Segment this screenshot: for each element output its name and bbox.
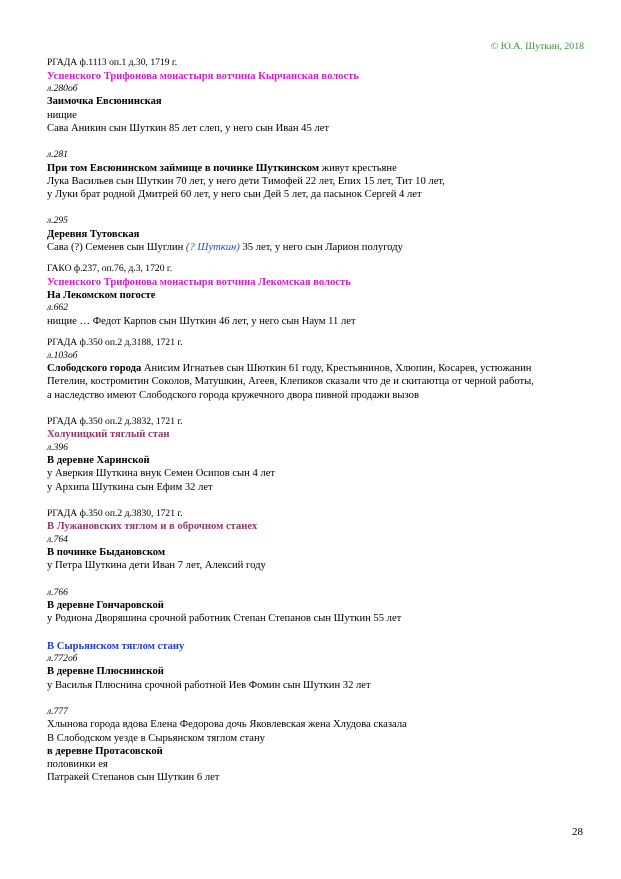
folio-reference: л.396 — [47, 441, 68, 453]
folio-reference: л.766 — [47, 586, 68, 598]
place-name: На Лекомском погосте — [47, 290, 156, 301]
record-line: Петелин, костромитин Соколов, Матушкин, Агеев, Клепиков сказали что де и скитаютца от черной работы, — [47, 376, 534, 388]
place-name: В деревне Харинской — [47, 455, 150, 467]
folio-reference: л.281 — [47, 149, 68, 160]
record-line: у Петра Шуткина дети Иван 7 лет, Алексий году — [47, 560, 266, 572]
section-heading: Успенского Трифонова монастыря вотчина Кырчанская волость — [47, 70, 359, 82]
place-name: В деревне Гончаровской — [47, 600, 164, 612]
section-heading: В Лужановских тяглом и в оброчном станех — [47, 521, 258, 533]
record-line: нищие — [47, 109, 77, 121]
record-line: у Василья Плюснина срочной работной Иев Фомин сын Шуткин 32 лет — [47, 679, 371, 691]
record-line — [47, 362, 595, 375]
record-line: у Аверкия Шуткина внук Семен Осипов сын 4 лет — [47, 468, 276, 480]
section-heading: Успенского Трифонова монастыря вотчина Лекомская волость — [47, 276, 351, 288]
place-name: При том Евсюнинском займище в починке Шуткинском — [47, 162, 320, 174]
folio-reference: л.280об — [47, 82, 78, 94]
record-text: 35 лет, у него сын Ларион полугоду — [239, 242, 403, 253]
record-line: Лука Васильев сын Шуткин 70 лет, у него дети Тимофей 22 лет, Епих 15 лет, Тит 10 лет, — [47, 175, 445, 187]
record-line: Патракей Степанов сын Шуткин 6 лет — [47, 772, 220, 784]
record-line: половинки ея — [47, 759, 108, 770]
place-name: В починке Быдановском — [47, 547, 166, 559]
place-name: в деревне Протасовской — [47, 745, 163, 757]
editor-note: (? Шуткин) — [185, 242, 240, 253]
place-name: В деревне Плюснинской — [47, 666, 164, 678]
record-line: Хлынова города вдова Елена Федорова дочь Яковлевская жена Хлудова сказала — [47, 719, 407, 731]
section-heading: Холуницкий тяглый стан — [47, 429, 170, 441]
folio-reference: л.764 — [47, 533, 68, 545]
record-line: нищие … Федот Карпов сын Шуткин 46 лет, у него сын Наум 11 лет — [47, 315, 356, 327]
archive-source: РГАДА ф.350 оп.2 д.3832, 1721 г. — [47, 415, 183, 427]
place-name: Заимочка Евсюнинская — [47, 96, 162, 108]
page-number: 28 — [572, 826, 583, 838]
record-line: у Родиона Дворяшина срочной работник Степан Степанов сын Шуткин 55 лет — [47, 613, 402, 625]
folio-reference: л.662 — [47, 302, 68, 314]
folio-reference: л.103об — [47, 349, 78, 361]
record-line: В Слободском уезде в Сырьянском тяглом стану — [47, 732, 265, 744]
record-line: у Луки брат родной Дмитрей 60 лет, у него сын Дей 5 лет, да пасынок Сергей 4 лет — [47, 189, 422, 200]
archive-source: ГАКО ф.237, оп.76, д.3, 1720 г. — [47, 263, 173, 275]
folio-reference: л.772об — [47, 652, 78, 664]
record-text: Сава (?) Семенев сын Шуглин — [47, 242, 186, 253]
section-heading: В Сырьянском тяглом стану — [47, 640, 185, 652]
archive-source: РГАДА ф.1113 оп.1 д.30, 1719 г. — [47, 57, 178, 68]
record-line: а наследство имеют Слободского города кружечного двора пивной продажи вызов — [47, 389, 419, 401]
record-line: у Архипа Шуткина сын Ефим 32 лет — [47, 481, 213, 493]
copyright-notice: © Ю.А. Шуткин, 2018 — [490, 41, 584, 52]
record-text: Анисим Игнатьев сын Шюткин 61 году, Крестьянинов, Хлюпин, Косарев, устюжанин — [141, 363, 532, 375]
place-name: Слободского города — [47, 363, 142, 375]
place-name: Деревня Тутовская — [47, 228, 140, 240]
place-suffix: живут крестьяне — [319, 162, 397, 174]
document-body — [47, 57, 595, 784]
folio-reference: л.295 — [47, 215, 68, 227]
archive-source: РГАДА ф.350 оп.2 д.3188, 1721 г. — [47, 337, 183, 348]
record-line: Сава Аникин сын Шуткин 85 лет слеп, у него сын Иван 45 лет — [47, 122, 330, 134]
record-line — [47, 241, 595, 254]
place-line — [47, 162, 595, 175]
folio-reference: л.777 — [47, 705, 68, 717]
archive-source: РГАДА ф.350 оп.2 д.3830, 1721 г. — [47, 507, 183, 519]
